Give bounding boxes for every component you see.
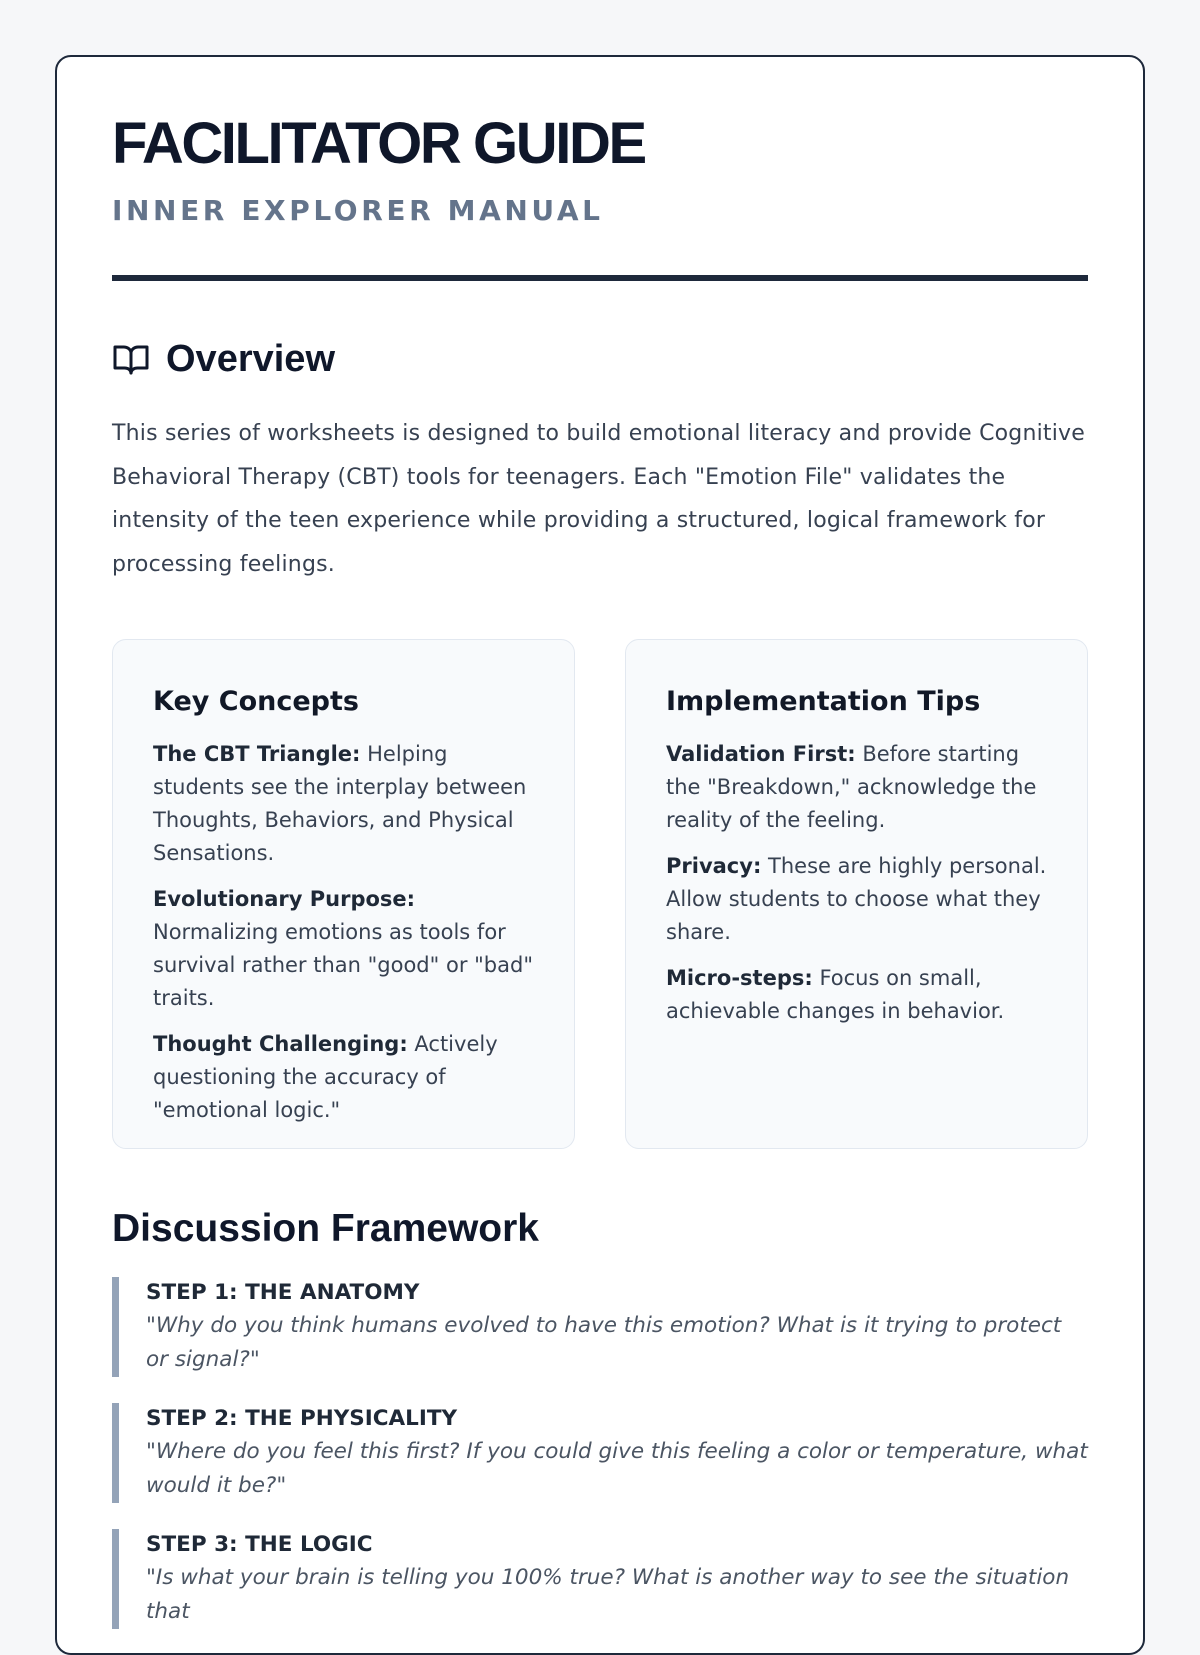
step-quote: "Is what your brain is telling you 100% true? What is another way to see the situation that — [146, 1565, 1070, 1624]
key-concept-desc: Helping students see the interplay between Thoughts, Behaviors, and Physical Sensations. — [153, 742, 527, 865]
tip-desc: Before starting the "Breakdown," acknowledge the reality of the feeling. — [666, 742, 1037, 832]
discussion-steps — [112, 1277, 1088, 1629]
discussion-framework-title: Discussion Framework — [112, 1207, 539, 1250]
page-subtitle: INNER EXPLORER MANUAL — [112, 194, 604, 227]
key-concept-term: Thought Challenging: — [153, 1032, 408, 1056]
discussion-step — [112, 1403, 1088, 1503]
document-card — [55, 55, 1145, 1655]
key-concept-term: The CBT Triangle: — [153, 742, 361, 766]
title-divider — [112, 275, 1088, 281]
key-concept-item — [153, 1028, 534, 1127]
implementation-tips-card — [625, 639, 1088, 1149]
step-quote: "Why do you think humans evolved to have this emotion? What is it trying to protect or signal?" — [146, 1313, 1062, 1372]
overview-paragraph: This series of worksheets is designed to build emotional literacy and provide Cognitive Behavioral Therapy (CBT) tools for teenagers. Each "Emotion File" validates the intensity of the teen experience while providing a structured, logical framework for processing feelings. — [112, 421, 1086, 577]
step-label: STEP 2: THE PHYSICALITY — [146, 1406, 458, 1431]
tip-item — [666, 738, 1047, 837]
key-concept-desc: Actively questioning the accuracy of "emotional logic." — [153, 1032, 498, 1122]
key-concepts-title: Key Concepts — [153, 686, 359, 717]
tip-item — [666, 962, 1047, 1028]
key-concept-item — [153, 883, 534, 1015]
discussion-step — [112, 1277, 1088, 1377]
discussion-step — [112, 1529, 1088, 1629]
key-concept-item — [153, 738, 534, 870]
key-concept-desc: Normalizing emotions as tools for survival rather than "good" or "bad" traits. — [153, 920, 533, 1010]
book-open-icon — [112, 342, 150, 376]
overview-heading — [112, 336, 1088, 382]
implementation-tips-title: Implementation Tips — [666, 686, 981, 717]
tip-desc: Focus on small, achievable changes in behavior. — [666, 966, 1005, 1023]
key-concepts-card — [112, 639, 575, 1149]
tip-desc: These are highly personal. Allow students to choose what they share. — [666, 854, 1047, 944]
tip-term: Privacy: — [666, 854, 762, 878]
step-label: STEP 1: THE ANATOMY — [146, 1280, 420, 1305]
tip-item — [666, 850, 1047, 949]
tip-term: Validation First: — [666, 742, 856, 766]
step-quote: "Where do you feel this first? If you could give this feeling a color or temperature, what would it be?" — [146, 1439, 1088, 1498]
step-label: STEP 3: THE LOGIC — [146, 1532, 373, 1557]
tip-term: Micro-steps: — [666, 966, 813, 990]
info-cards-row — [112, 639, 1088, 1149]
overview-title: Overview — [166, 338, 335, 380]
page-title: FACILITATOR GUIDE — [112, 111, 645, 176]
key-concept-term: Evolutionary Purpose: — [153, 887, 416, 911]
